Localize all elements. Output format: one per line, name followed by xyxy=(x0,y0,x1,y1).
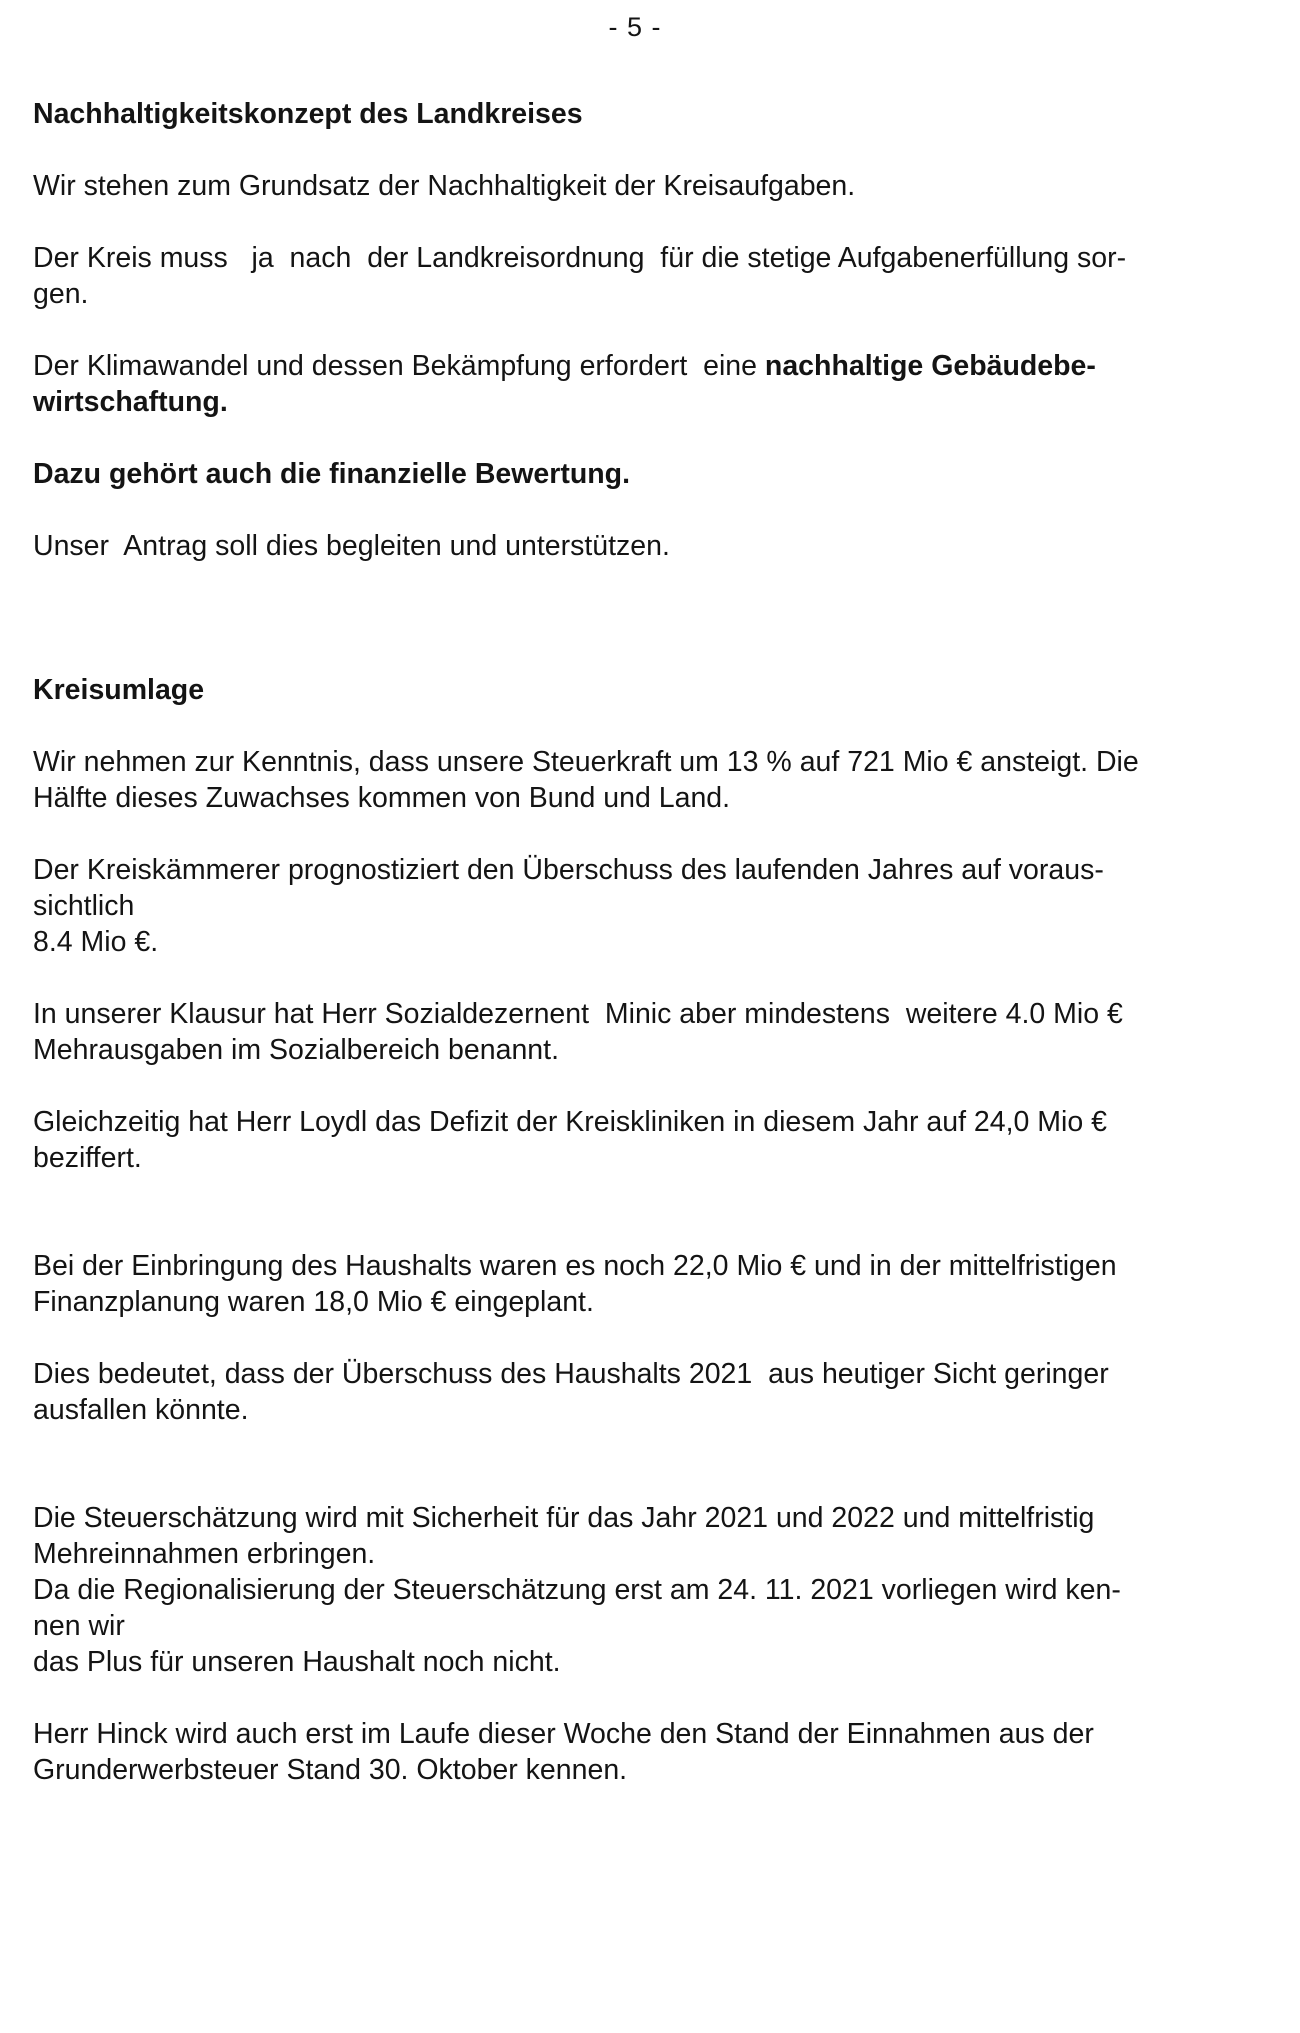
paragraph-line: Da die Regionalisierung der Steuerschätzung erst am 24. 11. 2021 vorliegen wird ken- xyxy=(33,1574,1121,1606)
paragraph-line: Herr Hinck wird auch erst im Laufe dieser Woche den Stand der Einnahmen aus der xyxy=(33,1718,1094,1750)
paragraph-line: Bei der Einbringung des Haushalts waren es noch 22,0 Mio € und in der mittelfristigen xyxy=(33,1250,1117,1282)
paragraph-line: Wir nehmen zur Kenntnis, dass unsere Steuerkraft um 13 % auf 721 Mio € ansteigt. Die xyxy=(33,746,1139,778)
document-body xyxy=(33,96,1253,1788)
paragraph-line: Mehrausgaben im Sozialbereich benannt. xyxy=(33,1034,559,1066)
paragraph-line: Der Kreis muss ja nach der Landkreisordnung für die stetige Aufgabenerfüllung sor- xyxy=(33,242,1127,274)
paragraph-text: Der Klimawandel und dessen Bekämpfung erfordert eine xyxy=(33,350,765,382)
section-heading-kreisumlage: Kreisumlage xyxy=(33,674,205,706)
paragraph-line: Dies bedeutet, dass der Überschuss des Haushalts 2021 aus heutiger Sicht geringer xyxy=(33,1358,1109,1390)
paragraph-line: sichtlich xyxy=(33,890,135,922)
paragraph-line: Hälfte dieses Zuwachses kommen von Bund und Land. xyxy=(33,782,731,814)
paragraph-line: Der Kreiskämmerer prognostiziert den Überschuss des laufenden Jahres auf voraus- xyxy=(33,854,1104,886)
page-number: - 5 - xyxy=(608,12,662,42)
paragraph-line xyxy=(33,348,1253,384)
paragraph-line: Gleichzeitig hat Herr Loydl das Defizit der Kreiskliniken in diesem Jahr auf 24,0 Mio € xyxy=(33,1106,1107,1138)
paragraph-line: gen. xyxy=(33,278,89,310)
paragraph-line: nen wir xyxy=(33,1610,125,1642)
paragraph-line: beziffert. xyxy=(33,1142,142,1174)
paragraph-line: Grunderwerbsteuer Stand 30. Oktober kennen. xyxy=(33,1754,628,1786)
paragraph-bold-text: wirtschaftung. xyxy=(33,386,228,418)
paragraph-line: In unserer Klausur hat Herr Sozialdezernent Minic aber mindestens weitere 4.0 Mio € xyxy=(33,998,1123,1030)
paragraph-bold-text: nachhaltige Gebäudebe- xyxy=(764,350,1096,382)
paragraph-line: Die Steuerschätzung wird mit Sicherheit für das Jahr 2021 und 2022 und mittelfristig xyxy=(33,1502,1095,1534)
paragraph: Unser Antrag soll dies begleiten und unterstützen. xyxy=(33,530,670,562)
paragraph-line: 8.4 Mio €. xyxy=(33,926,159,958)
paragraph-line: das Plus für unseren Haushalt noch nicht. xyxy=(33,1646,561,1678)
paragraph-line: ausfallen könnte. xyxy=(33,1394,249,1426)
section-heading-nachhaltigkeit: Nachhaltigkeitskonzept des Landkreises xyxy=(33,98,583,130)
paragraph: Wir stehen zum Grundsatz der Nachhaltigkeit der Kreisaufgaben. xyxy=(33,170,856,202)
paragraph-line: Finanzplanung waren 18,0 Mio € eingeplant. xyxy=(33,1286,594,1318)
paragraph-line: Mehreinnahmen erbringen. xyxy=(33,1538,376,1570)
paragraph-bold: Dazu gehört auch die finanzielle Bewertung. xyxy=(33,458,630,490)
